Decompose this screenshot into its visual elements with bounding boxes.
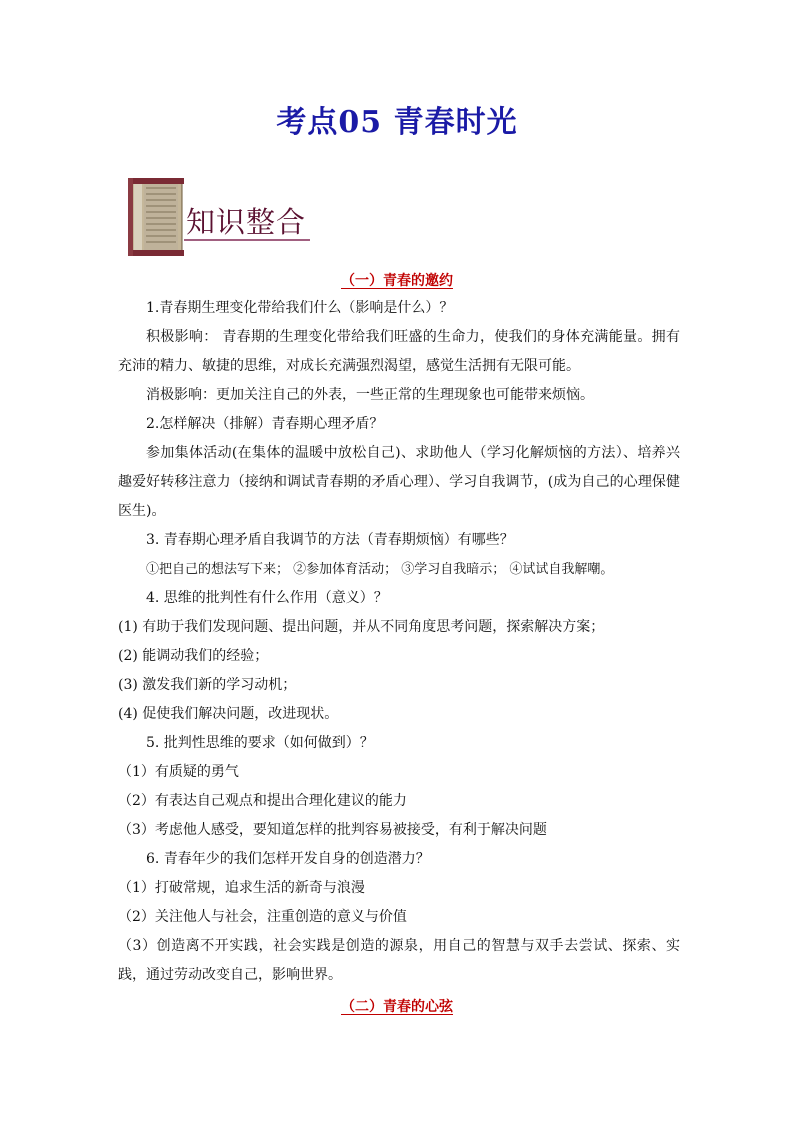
- list-item: (2) 能调动我们的经验；: [118, 648, 269, 664]
- question-3: 3. 青春期心理矛盾自我调节的方法（青春期烦恼）有哪些？: [146, 532, 514, 548]
- banner-underline: [184, 239, 310, 241]
- answer-1-negative: 消极影响：更加关注自己的外表，一些正常的生理现象也可能带来烦恼。: [146, 387, 594, 403]
- question-6: 6. 青春年少的我们怎样开发自身的创造潜力？: [146, 851, 430, 867]
- page-title: 考点05 青春时光: [276, 105, 518, 140]
- list-item: （2）关注他人与社会，注重创造的意义与价值: [118, 909, 407, 925]
- answer-1-positive: 积极影响： 青春期的生理变化带给我们旺盛的生命力，使我们的身体充满能量。拥有充沛的精力、敏捷的思维，对成长充满强烈渴望，感觉生活拥有无限可能。: [118, 329, 680, 374]
- document-body: [118, 294, 680, 990]
- section-banner-label: 知识整合: [186, 205, 307, 239]
- answer-6-item-3: （3）创造离不开实践，社会实践是创造的源泉，用自己的智慧与双手去尝试、探索、实践，通过劳动改变自己，影响世界。: [118, 938, 680, 983]
- question-2: 2.怎样解决（排解）青春期心理矛盾？: [146, 416, 384, 432]
- section-heading-2: （二）青春的心弦: [341, 999, 453, 1015]
- question-4: 4. 思维的批判性有什么作用（意义）？: [146, 590, 388, 606]
- list-item: (1) 有助于我们发现问题、提出问题，并从不同角度思考问题，探索解决方案；: [118, 619, 605, 635]
- question-1: 1.青春期生理变化带给我们什么（影响是什么）？: [146, 300, 454, 316]
- list-item: (3) 激发我们新的学习动机；: [118, 677, 297, 693]
- list-item: （2）有表达自己观点和提出合理化建议的能力: [118, 793, 407, 809]
- answer-3: ①把自己的想法写下来； ②参加体育活动； ③学习自我暗示； ④试试自我解嘲。: [146, 562, 614, 577]
- section-heading-1: （一）青春的邀约: [341, 273, 453, 289]
- question-5: 5. 批判性思维的要求（如何做到）？: [146, 735, 374, 751]
- list-item: （1）打破常规，追求生活的新奇与浪漫: [118, 880, 365, 896]
- list-item: （1）有质疑的勇气: [118, 764, 239, 780]
- list-item: (4) 促使我们解决问题，改进现状。: [118, 706, 339, 722]
- list-item: （3）考虑他人感受，要知道怎样的批判容易被接受，有利于解决问题: [118, 822, 547, 838]
- answer-2: 参加集体活动(在集体的温暖中放松自己)、求助他人（学习化解烦恼的方法）、培养兴趣爱好转移注意力（接纳和调试青春期的矛盾心理）、学习自我调节，(成为自己的心理保健医生)。: [118, 445, 680, 519]
